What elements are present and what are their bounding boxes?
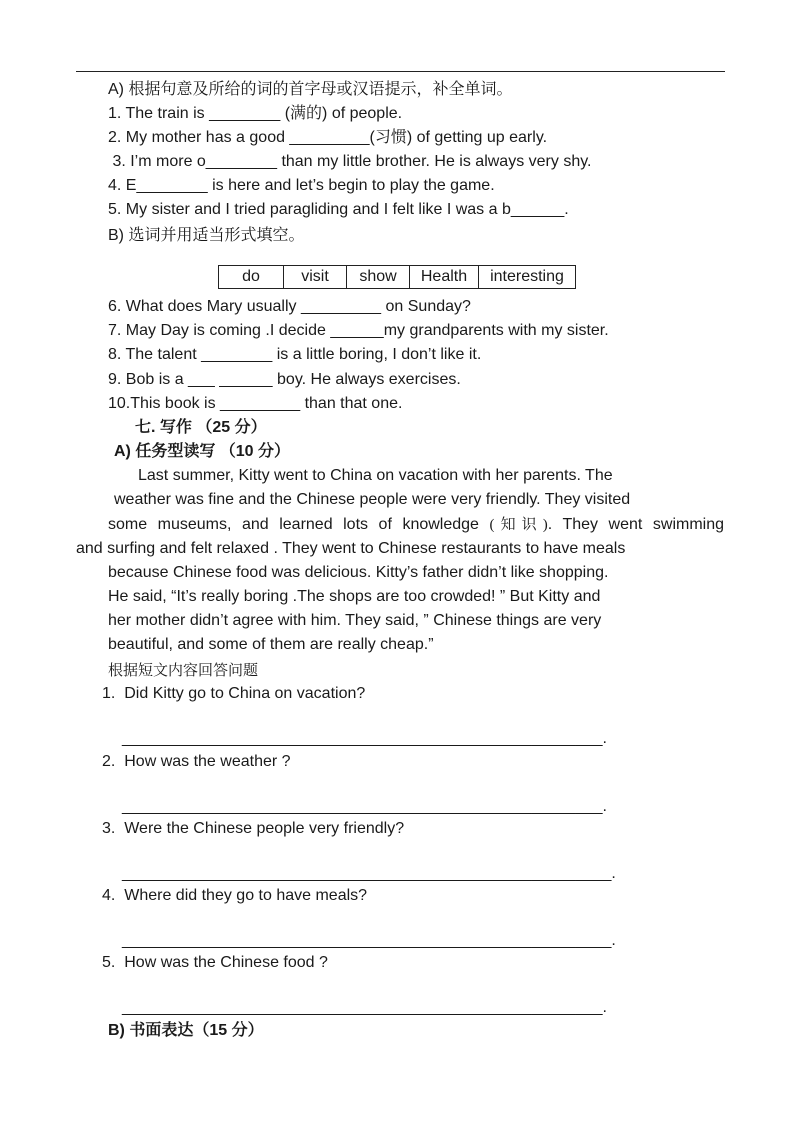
written-expression-title: B) 书面表达（15 分）	[108, 1022, 264, 1039]
passage-line: He said, “It’s really boring .The shops are too crowded! ” But Kitty and	[108, 588, 601, 605]
passage-line: her mother didn’t agree with him. They said, ” Chinese things are very	[108, 612, 602, 629]
task-reading-title: A) 任务型读写 （10 分）	[114, 443, 291, 460]
answer-line-3[interactable]: _______________________________________________________.	[122, 865, 616, 882]
word-bank-cell: do	[219, 266, 284, 289]
word-bank-cell: show	[347, 266, 410, 289]
question-9: 9. Bob is a ___ ______ boy. He always exercises.	[108, 371, 461, 388]
writing-section-title: 七. 写作 （25 分）	[135, 419, 267, 436]
passage-line: and surfing and felt relaxed . They went to Chinese restaurants to have meals	[76, 540, 626, 557]
passage-line: because Chinese food was delicious. Kitty’s father didn’t like shopping.	[108, 564, 609, 581]
word-bank-table	[218, 265, 576, 289]
passage-line: weather was fine and the Chinese people were very friendly. They visited	[114, 491, 631, 508]
passage-line: some museums, and learned lots of knowledge (知识). They went swimming	[108, 516, 725, 533]
reading-question-3: 3. Were the Chinese people very friendly?	[102, 820, 405, 837]
question-10: 10.This book is _________ than that one.	[108, 395, 403, 412]
answer-line-5[interactable]: ______________________________________________________.	[122, 999, 607, 1016]
reading-question-2: 2. How was the weather ?	[102, 753, 291, 770]
answer-line-2[interactable]: ______________________________________________________.	[122, 798, 607, 815]
section-b-heading: B) 选词并用适当形式填空。	[108, 227, 305, 244]
passage-line: beautiful, and some of them are really cheap.”	[108, 636, 434, 653]
reading-question-1: 1. Did Kitty go to China on vacation?	[102, 685, 366, 702]
question-5: 5. My sister and I tried paragliding and I felt like I was a b______.	[108, 201, 569, 218]
question-1: 1. The train is ________ (满的) of people.	[108, 105, 403, 122]
passage-line: Last summer, Kitty went to China on vacation with her parents. The	[138, 467, 613, 484]
answer-instruction: 根据短文内容回答问题	[108, 663, 259, 679]
word-bank-cell: visit	[284, 266, 347, 289]
word-bank-cell: Health	[410, 266, 479, 289]
section-a-heading: A) 根据句意及所给的词的首字母或汉语提示，补全单词。	[108, 81, 513, 98]
word-bank-cell: interesting	[479, 266, 576, 289]
question-2: 2. My mother has a good _________(习惯) of getting up early.	[108, 129, 548, 146]
question-3: 3. I’m more o________ than my little brother. He is always very shy.	[108, 153, 592, 170]
answer-line-4[interactable]: _______________________________________________________.	[122, 932, 616, 949]
gloss-note: (知识)	[489, 517, 548, 533]
question-4: 4. E________ is here and let’s begin to play the game.	[108, 177, 495, 194]
question-8: 8. The talent ________ is a little boring, I don’t like it.	[108, 346, 482, 363]
question-6: 6. What does Mary usually _________ on Sunday?	[108, 298, 471, 315]
header-rule	[76, 71, 725, 72]
reading-question-4: 4. Where did they go to have meals?	[102, 887, 368, 904]
reading-question-5: 5. How was the Chinese food ?	[102, 954, 328, 971]
question-7: 7. May Day is coming .I decide ______my grandparents with my sister.	[108, 322, 609, 339]
answer-line-1[interactable]: ______________________________________________________.	[122, 730, 607, 747]
